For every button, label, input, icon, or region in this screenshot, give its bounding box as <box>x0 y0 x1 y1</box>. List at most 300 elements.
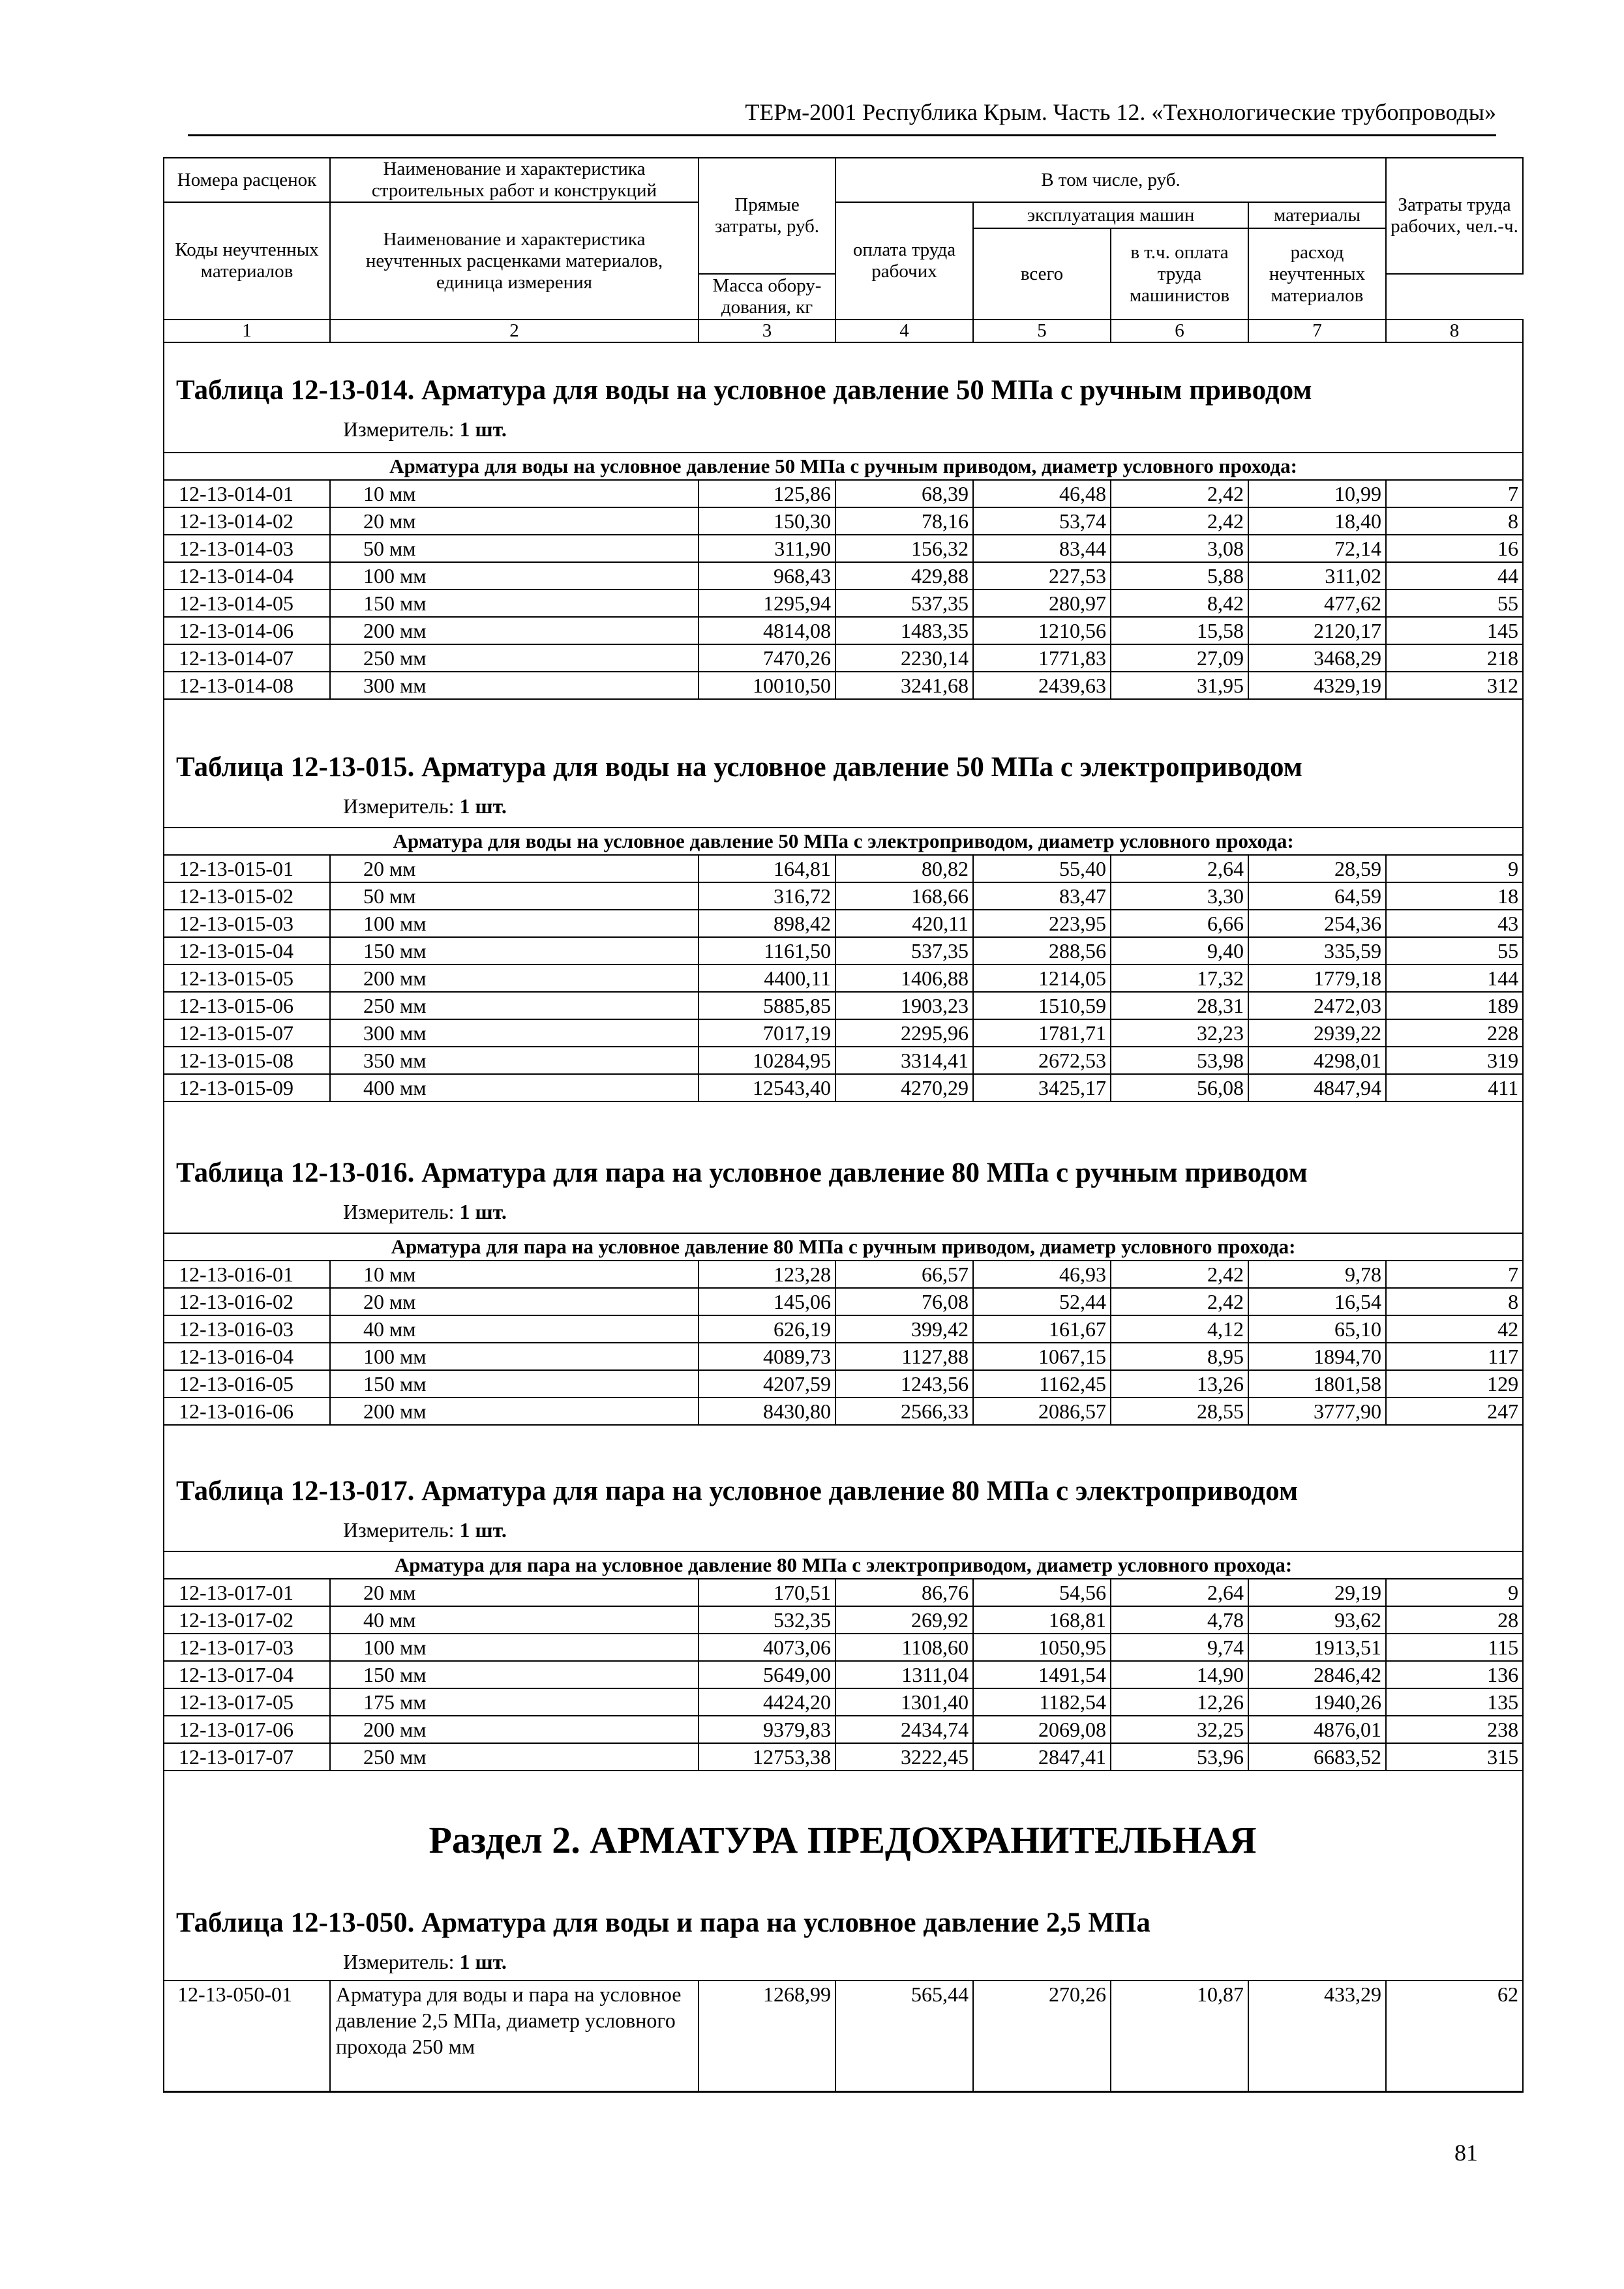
labor: 55 <box>1386 937 1523 965</box>
rate-code: 12-13-016-03 <box>164 1315 330 1343</box>
direct-costs: 532,35 <box>699 1606 835 1634</box>
direct-costs: 4089,73 <box>699 1343 835 1370</box>
rate-name: 100 мм <box>330 910 699 937</box>
measure <box>343 1200 507 1224</box>
table-row <box>164 1370 1523 1398</box>
machinists-pay: 6,66 <box>1111 910 1248 937</box>
machines-total: 227,53 <box>973 562 1111 590</box>
rate-code: 12-13-016-02 <box>164 1288 330 1315</box>
hdr-col2-top: Наименование и характеристика строительных работ и конструкций <box>330 158 699 202</box>
direct-costs: 7017,19 <box>699 1019 835 1047</box>
labor: 16 <box>1386 535 1523 562</box>
rate-name: 250 мм <box>330 644 699 672</box>
direct-costs: 1161,50 <box>699 937 835 965</box>
worker-pay: 1483,35 <box>835 617 973 644</box>
rate-code: 12-13-017-03 <box>164 1634 330 1661</box>
hdr-num-4: 4 <box>835 320 973 342</box>
subtitle-row <box>164 453 1523 480</box>
table-row <box>164 672 1523 699</box>
labor: 319 <box>1386 1047 1523 1074</box>
machinists-pay: 32,23 <box>1111 1019 1248 1047</box>
machinists-pay: 27,09 <box>1111 644 1248 672</box>
worker-pay: 1311,04 <box>835 1661 973 1688</box>
measure-label: Измеритель: <box>343 417 455 441</box>
machines-total: 3425,17 <box>973 1074 1111 1101</box>
measure-label: Измеритель: <box>343 1200 455 1223</box>
rate-name: 100 мм <box>330 562 699 590</box>
rate-name: 250 мм <box>330 992 699 1019</box>
materials: 2939,22 <box>1248 1019 1386 1047</box>
machines-total: 1162,45 <box>973 1370 1111 1398</box>
direct-costs: 164,81 <box>699 855 835 882</box>
table-row <box>164 882 1523 910</box>
rates-table <box>163 827 1524 1102</box>
labor: 135 <box>1386 1688 1523 1716</box>
direct-costs: 4400,11 <box>699 965 835 992</box>
table-row <box>164 1047 1523 1074</box>
rate-code: 12-13-016-01 <box>164 1261 330 1288</box>
rate-code: 12-13-015-06 <box>164 992 330 1019</box>
machines-total: 1214,05 <box>973 965 1111 992</box>
hdr-num-8: 8 <box>1386 320 1523 342</box>
worker-pay: 429,88 <box>835 562 973 590</box>
labor: 115 <box>1386 1634 1523 1661</box>
materials: 4329,19 <box>1248 672 1386 699</box>
hdr-machines-total: всего <box>973 228 1111 320</box>
table-row <box>164 562 1523 590</box>
worker-pay: 80,82 <box>835 855 973 882</box>
rate-name: 150 мм <box>330 590 699 617</box>
materials: 311,02 <box>1248 562 1386 590</box>
rate-code: 12-13-014-08 <box>164 672 330 699</box>
machinists-pay: 3,08 <box>1111 535 1248 562</box>
machines-total: 1491,54 <box>973 1661 1111 1688</box>
machinists-pay: 53,98 <box>1111 1047 1248 1074</box>
rate-name: Арматура для воды и пара на условное давление 2,5 МПа, диаметр условного прохода 250 мм <box>330 1981 699 2091</box>
direct-costs: 12753,38 <box>699 1743 835 1771</box>
labor: 7 <box>1386 480 1523 507</box>
machines-total: 2439,63 <box>973 672 1111 699</box>
rate-name: 175 мм <box>330 1688 699 1716</box>
machines-total: 53,74 <box>973 507 1111 535</box>
machinists-pay: 53,96 <box>1111 1743 1248 1771</box>
hdr-col1-bottom: Коды неучтенных материалов <box>164 202 330 320</box>
direct-costs: 898,42 <box>699 910 835 937</box>
machines-total: 1067,15 <box>973 1343 1111 1370</box>
worker-pay: 156,32 <box>835 535 973 562</box>
hdr-num-7: 7 <box>1248 320 1386 342</box>
rate-code: 12-13-015-02 <box>164 882 330 910</box>
rates-table <box>163 452 1524 700</box>
subtitle-row <box>164 828 1523 855</box>
hdr-direct-costs: Прямые затраты, руб. <box>699 158 835 274</box>
rate-name: 150 мм <box>330 937 699 965</box>
direct-costs: 316,72 <box>699 882 835 910</box>
materials: 10,99 <box>1248 480 1386 507</box>
machines-total: 1781,71 <box>973 1019 1111 1047</box>
worker-pay: 269,92 <box>835 1606 973 1634</box>
rate-code: 12-13-015-04 <box>164 937 330 965</box>
labor: 129 <box>1386 1370 1523 1398</box>
machines-total: 168,81 <box>973 1606 1111 1634</box>
table-title: Таблица 12-13-017. Арматура для пара на условное давление 80 МПа с электроприводом <box>176 1476 1299 1506</box>
table-row <box>164 1981 1523 2091</box>
column-header-table <box>163 157 1524 343</box>
table-row <box>164 535 1523 562</box>
machinists-pay: 9,40 <box>1111 937 1248 965</box>
materials: 433,29 <box>1248 1981 1386 2091</box>
rate-code: 12-13-014-06 <box>164 617 330 644</box>
machinists-pay: 4,78 <box>1111 1606 1248 1634</box>
hdr-col2-bottom: Наименование и характеристика неучтенных расценками материалов, единица измерения <box>330 202 699 320</box>
rate-code: 12-13-050-01 <box>164 1981 330 2091</box>
direct-costs: 5649,00 <box>699 1661 835 1688</box>
labor: 18 <box>1386 882 1523 910</box>
table-row <box>164 1688 1523 1716</box>
rate-name: 300 мм <box>330 672 699 699</box>
hdr-labor-costs: Затраты труда рабочих, чел.-ч. <box>1386 158 1523 274</box>
direct-costs: 12543,40 <box>699 1074 835 1101</box>
materials: 4876,01 <box>1248 1716 1386 1743</box>
rate-code: 12-13-017-04 <box>164 1661 330 1688</box>
measure-value: 1 шт. <box>459 417 507 441</box>
worker-pay: 2434,74 <box>835 1716 973 1743</box>
labor: 315 <box>1386 1743 1523 1771</box>
page-number: 81 <box>1454 2140 1478 2166</box>
worker-pay: 3314,41 <box>835 1047 973 1074</box>
rate-code: 12-13-015-09 <box>164 1074 330 1101</box>
table-row <box>164 644 1523 672</box>
machinists-pay: 5,88 <box>1111 562 1248 590</box>
table-row <box>164 1661 1523 1688</box>
table-row <box>164 965 1523 992</box>
worker-pay: 68,39 <box>835 480 973 507</box>
machinists-pay: 31,95 <box>1111 672 1248 699</box>
labor: 247 <box>1386 1398 1523 1425</box>
rate-code: 12-13-015-07 <box>164 1019 330 1047</box>
machines-total: 83,47 <box>973 882 1111 910</box>
hdr-equipment-mass: Масса обору-дования, кг <box>699 274 835 320</box>
hdr-num-3: 3 <box>699 320 835 342</box>
machinists-pay: 4,12 <box>1111 1315 1248 1343</box>
table-row <box>164 1261 1523 1288</box>
direct-costs: 4424,20 <box>699 1688 835 1716</box>
materials: 3468,29 <box>1248 644 1386 672</box>
rate-name: 10 мм <box>330 1261 699 1288</box>
direct-costs: 7470,26 <box>699 644 835 672</box>
rate-name: 100 мм <box>330 1634 699 1661</box>
hdr-machines: эксплуатация машин <box>973 202 1248 228</box>
worker-pay: 1108,60 <box>835 1634 973 1661</box>
direct-costs: 8430,80 <box>699 1398 835 1425</box>
machines-total: 2069,08 <box>973 1716 1111 1743</box>
rate-code: 12-13-014-01 <box>164 480 330 507</box>
materials: 1779,18 <box>1248 965 1386 992</box>
worker-pay: 3222,45 <box>835 1743 973 1771</box>
materials: 1894,70 <box>1248 1343 1386 1370</box>
rate-name: 200 мм <box>330 1716 699 1743</box>
rate-name: 250 мм <box>330 1743 699 1771</box>
labor: 8 <box>1386 1288 1523 1315</box>
rates-table <box>163 1551 1524 1771</box>
labor: 9 <box>1386 1579 1523 1606</box>
machines-total: 54,56 <box>973 1579 1111 1606</box>
worker-pay: 1903,23 <box>835 992 973 1019</box>
machinists-pay: 2,42 <box>1111 1261 1248 1288</box>
rate-code: 12-13-017-06 <box>164 1716 330 1743</box>
materials: 65,10 <box>1248 1315 1386 1343</box>
materials: 1940,26 <box>1248 1688 1386 1716</box>
direct-costs: 1268,99 <box>699 1981 835 2091</box>
machines-total: 55,40 <box>973 855 1111 882</box>
rate-code: 12-13-014-04 <box>164 562 330 590</box>
labor: 238 <box>1386 1716 1523 1743</box>
machines-total: 270,26 <box>973 1981 1111 2091</box>
direct-costs: 968,43 <box>699 562 835 590</box>
labor: 44 <box>1386 562 1523 590</box>
measure <box>343 794 507 818</box>
machines-total: 223,95 <box>973 910 1111 937</box>
table-row <box>164 480 1523 507</box>
machinists-pay: 32,25 <box>1111 1716 1248 1743</box>
materials: 4847,94 <box>1248 1074 1386 1101</box>
worker-pay: 66,57 <box>835 1261 973 1288</box>
measure-value: 1 шт. <box>459 1518 507 1542</box>
direct-costs: 626,19 <box>699 1315 835 1343</box>
rate-code: 12-13-017-05 <box>164 1688 330 1716</box>
rate-name: 300 мм <box>330 1019 699 1047</box>
table-row <box>164 1398 1523 1425</box>
table-row <box>164 910 1523 937</box>
materials: 1913,51 <box>1248 1634 1386 1661</box>
worker-pay: 1243,56 <box>835 1370 973 1398</box>
measure-label: Измеритель: <box>343 794 455 818</box>
rates-table <box>163 1233 1524 1426</box>
machinists-pay: 28,55 <box>1111 1398 1248 1425</box>
rate-name: 150 мм <box>330 1370 699 1398</box>
labor: 189 <box>1386 992 1523 1019</box>
table-row <box>164 1288 1523 1315</box>
machines-total: 1182,54 <box>973 1688 1111 1716</box>
materials: 93,62 <box>1248 1606 1386 1634</box>
materials: 16,54 <box>1248 1288 1386 1315</box>
table-subtitle: Арматура для пара на условное давление 80 МПа с ручным приводом, диаметр условного прохода: <box>164 1233 1523 1261</box>
table-row <box>164 1606 1523 1634</box>
table-subtitle: Арматура для воды на условное давление 50 МПа с ручным приводом, диаметр условного прохода: <box>164 453 1523 480</box>
rate-code: 12-13-017-02 <box>164 1606 330 1634</box>
machinists-pay: 9,74 <box>1111 1634 1248 1661</box>
machinists-pay: 28,31 <box>1111 992 1248 1019</box>
direct-costs: 1295,94 <box>699 590 835 617</box>
rate-code: 12-13-014-03 <box>164 535 330 562</box>
measure <box>343 417 507 441</box>
rate-name: 350 мм <box>330 1047 699 1074</box>
rate-code: 12-13-017-07 <box>164 1743 330 1771</box>
rate-name: 20 мм <box>330 1288 699 1315</box>
table-title: Таблица 12-13-015. Арматура для воды на условное давление 50 МПа с электроприводом <box>176 752 1302 783</box>
materials: 3777,90 <box>1248 1398 1386 1425</box>
materials: 28,59 <box>1248 855 1386 882</box>
rate-name: 100 мм <box>330 1343 699 1370</box>
rate-code: 12-13-015-03 <box>164 910 330 937</box>
machines-total: 288,56 <box>973 937 1111 965</box>
machinists-pay: 2,42 <box>1111 1288 1248 1315</box>
worker-pay: 399,42 <box>835 1315 973 1343</box>
rate-name: 10 мм <box>330 480 699 507</box>
rate-code: 12-13-016-05 <box>164 1370 330 1398</box>
machines-total: 46,48 <box>973 480 1111 507</box>
direct-costs: 4073,06 <box>699 1634 835 1661</box>
labor: 62 <box>1386 1981 1523 2091</box>
machines-total: 1771,83 <box>973 644 1111 672</box>
table-row <box>164 507 1523 535</box>
measure <box>343 1950 507 1974</box>
measure-value: 1 шт. <box>459 1950 507 1973</box>
subtitle-row <box>164 1551 1523 1579</box>
rate-name: 50 мм <box>330 535 699 562</box>
measure <box>343 1518 507 1542</box>
rate-code: 12-13-015-01 <box>164 855 330 882</box>
machines-total: 280,97 <box>973 590 1111 617</box>
labor: 117 <box>1386 1343 1523 1370</box>
subtitle-row <box>164 1233 1523 1261</box>
hdr-worker-pay: оплата труда рабочих <box>835 202 973 320</box>
machinists-pay: 14,90 <box>1111 1661 1248 1688</box>
direct-costs: 311,90 <box>699 535 835 562</box>
materials: 4298,01 <box>1248 1047 1386 1074</box>
rate-code: 12-13-014-07 <box>164 644 330 672</box>
section-heading: Раздел 2. АРМАТУРА ПРЕДОХРАНИТЕЛЬНАЯ <box>429 1819 1257 1861</box>
worker-pay: 2295,96 <box>835 1019 973 1047</box>
table-row <box>164 937 1523 965</box>
table-title: Таблица 12-13-016. Арматура для пара на условное давление 80 МПа с ручным приводом <box>176 1158 1308 1188</box>
materials: 2846,42 <box>1248 1661 1386 1688</box>
labor: 145 <box>1386 617 1523 644</box>
rate-name: 200 мм <box>330 617 699 644</box>
direct-costs: 125,86 <box>699 480 835 507</box>
machinists-pay: 8,95 <box>1111 1343 1248 1370</box>
table-row <box>164 855 1523 882</box>
worker-pay: 2566,33 <box>835 1398 973 1425</box>
worker-pay: 420,11 <box>835 910 973 937</box>
materials: 64,59 <box>1248 882 1386 910</box>
labor: 28 <box>1386 1606 1523 1634</box>
direct-costs: 4207,59 <box>699 1370 835 1398</box>
table-subtitle: Арматура для воды на условное давление 50 МПа с электроприводом, диаметр условного прохода: <box>164 828 1523 855</box>
worker-pay: 3241,68 <box>835 672 973 699</box>
direct-costs: 10284,95 <box>699 1047 835 1074</box>
worker-pay: 537,35 <box>835 937 973 965</box>
rate-code: 12-13-016-06 <box>164 1398 330 1425</box>
hdr-num-1: 1 <box>164 320 330 342</box>
table-title: Таблица 12-13-014. Арматура для воды на условное давление 50 МПа с ручным приводом <box>176 375 1312 406</box>
hdr-num-5: 5 <box>973 320 1111 342</box>
worker-pay: 4270,29 <box>835 1074 973 1101</box>
rate-code: 12-13-015-08 <box>164 1047 330 1074</box>
machines-total: 2672,53 <box>973 1047 1111 1074</box>
labor: 8 <box>1386 507 1523 535</box>
labor: 9 <box>1386 855 1523 882</box>
materials: 477,62 <box>1248 590 1386 617</box>
rate-name: 20 мм <box>330 507 699 535</box>
direct-costs: 10010,50 <box>699 672 835 699</box>
direct-costs: 145,06 <box>699 1288 835 1315</box>
hdr-num-6: 6 <box>1111 320 1248 342</box>
direct-costs: 170,51 <box>699 1579 835 1606</box>
measure-value: 1 шт. <box>459 794 507 818</box>
rate-name: 20 мм <box>330 855 699 882</box>
rate-name: 40 мм <box>330 1606 699 1634</box>
rate-name: 40 мм <box>330 1315 699 1343</box>
materials: 2120,17 <box>1248 617 1386 644</box>
table-row <box>164 992 1523 1019</box>
machinists-pay: 2,64 <box>1111 1579 1248 1606</box>
rate-name: 200 мм <box>330 1398 699 1425</box>
machinists-pay: 3,30 <box>1111 882 1248 910</box>
rate-name: 400 мм <box>330 1074 699 1101</box>
header-title: ТЕРм-2001 Республика Крым. Часть 12. «Технологические трубопроводы» <box>745 99 1496 125</box>
hdr-col1-top: Номера расценок <box>164 158 330 202</box>
direct-costs: 5885,85 <box>699 992 835 1019</box>
hdr-unaccounted-materials: расход неучтенных материалов <box>1248 228 1386 320</box>
rate-code: 12-13-015-05 <box>164 965 330 992</box>
table-subtitle: Арматура для пара на условное давление 80 МПа с электроприводом, диаметр условного прохода: <box>164 1551 1523 1579</box>
table-row <box>164 590 1523 617</box>
machinists-pay: 17,32 <box>1111 965 1248 992</box>
measure-label: Измеритель: <box>343 1518 455 1542</box>
direct-costs: 9379,83 <box>699 1716 835 1743</box>
machines-total: 83,44 <box>973 535 1111 562</box>
machines-total: 46,93 <box>973 1261 1111 1288</box>
machines-total: 1510,59 <box>973 992 1111 1019</box>
hdr-materials: материалы <box>1248 202 1386 228</box>
rate-code: 12-13-017-01 <box>164 1579 330 1606</box>
machines-total: 1210,56 <box>973 617 1111 644</box>
machines-total: 2086,57 <box>973 1398 1111 1425</box>
labor: 411 <box>1386 1074 1523 1101</box>
machinists-pay: 2,64 <box>1111 855 1248 882</box>
measure-label: Измеритель: <box>343 1950 455 1973</box>
labor: 312 <box>1386 672 1523 699</box>
worker-pay: 1127,88 <box>835 1343 973 1370</box>
materials: 29,19 <box>1248 1579 1386 1606</box>
materials: 335,59 <box>1248 937 1386 965</box>
materials: 6683,52 <box>1248 1743 1386 1771</box>
machines-total: 161,67 <box>973 1315 1111 1343</box>
machinists-pay: 56,08 <box>1111 1074 1248 1101</box>
materials: 9,78 <box>1248 1261 1386 1288</box>
hdr-num-2: 2 <box>330 320 699 342</box>
machinists-pay: 12,26 <box>1111 1688 1248 1716</box>
table-row <box>164 1343 1523 1370</box>
materials: 18,40 <box>1248 507 1386 535</box>
worker-pay: 1301,40 <box>835 1688 973 1716</box>
direct-costs: 150,30 <box>699 507 835 535</box>
rates-table-050 <box>163 1980 1524 2092</box>
worker-pay: 168,66 <box>835 882 973 910</box>
worker-pay: 78,16 <box>835 507 973 535</box>
table-row <box>164 617 1523 644</box>
materials: 1801,58 <box>1248 1370 1386 1398</box>
table-row <box>164 1315 1523 1343</box>
rate-code: 12-13-014-02 <box>164 507 330 535</box>
table-row <box>164 1716 1523 1743</box>
rate-code: 12-13-016-04 <box>164 1343 330 1370</box>
labor: 218 <box>1386 644 1523 672</box>
machines-total: 1050,95 <box>973 1634 1111 1661</box>
rate-name: 50 мм <box>330 882 699 910</box>
machinists-pay: 10,87 <box>1111 1981 1248 2091</box>
